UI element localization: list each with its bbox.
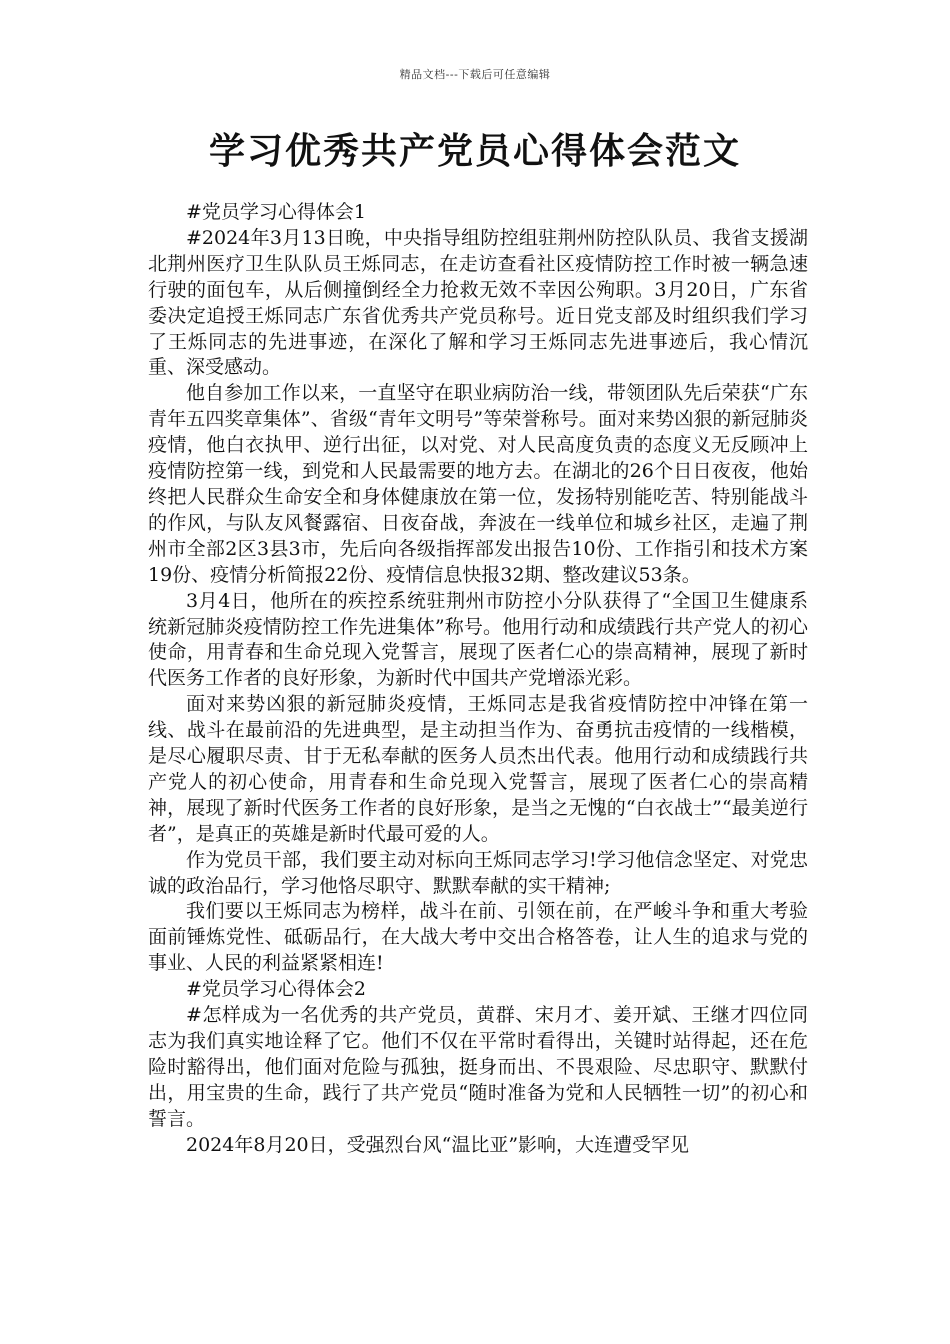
page-title: 学习优秀共产党员心得体会范文	[208, 130, 741, 172]
paragraph: 3月4日，他所在的疾控系统驻荆州市防控小分队获得了“全国卫生健康系统新冠肺炎疫情防控工作先进集体”称号。他用行动和成绩践行共产党人的初心使命，用青春和生命兑现入党誓言，展现了医者仁心的崇高精神，展现了新时代医务工作者的良好形象，为新时代中国共产党增添光彩。	[148, 589, 808, 690]
section-heading: #党员学习心得体会2	[186, 978, 367, 1001]
paragraph: #2024年3月13日晚，中央指导组防控组驻荆州防控队队员、我省支援湖北荆州医疗卫生队队员王烁同志，在走访查看社区疫情防控工作时被一辆急速行驶的面包车，从后侧撞倒经全力抢救无效不幸因公殉职。3月20日，广东省委决定追授王烁同志广东省优秀共产党员称号。近日党支部及时组织我们学习了王烁同志的先进事迹，在深化了解和学习王烁同志先进事迹后，我心情沉重、深受感动。	[148, 226, 808, 379]
paragraph: #怎样成为一名优秀的共产党员，黄群、宋月才、姜开斌、王继才四位同志为我们真实地诠释了它。他们不仅在平常时看得出，关键时站得起，还在危险时豁得出，他们面对危险与孤独，挺身而出、不畏艰险、尽忠职守、默默付出，用宝贵的生命，践行了共产党员“随时准备为党和人民牺牲一切”的初心和誓言。	[148, 1004, 808, 1130]
paragraph: 2024年8月20日，受强烈台风“温比亚”影响，大连遭受罕见	[186, 1133, 690, 1156]
document-body	[148, 200, 808, 1159]
paragraph: 他自参加工作以来，一直坚守在职业病防治一线，带领团队先后荣获“广东青年五四奖章集体”、省级“青年文明号”等荣誉称号。面对来势凶狠的新冠肺炎疫情，他白衣执甲、逆行出征，以对党、对人民高度负责的态度义无反顾冲上疫情防控第一线，到党和人民最需要的地方去。在湖北的26个日日夜夜，他始终把人民群众生命安全和身体健康放在第一位，发扬特别能吃苦、特别能战斗的作风，与队友风餐露宿、日夜奋战，奔波在一线单位和城乡社区，走遍了荆州市全部2区3县3市，先后向各级指挥部发出报告10份、工作指引和技术方案19份、疫情分析简报22份、疫情信息快报32期、整改建议53条。	[148, 382, 808, 586]
section-heading: #党员学习心得体会1	[186, 201, 367, 223]
paragraph: 我们要以王烁同志为榜样，战斗在前、引领在前，在严峻斗争和重大考验面前锤炼党性、砥砺品行，在大战大考中交出合格答卷，让人生的追求与党的事业、人民的利益紧紧相连!	[148, 900, 808, 975]
paragraph: 面对来势凶狠的新冠肺炎疫情，王烁同志是我省疫情防控中冲锋在第一线、战斗在最前沿的先进典型，是主动担当作为、奋勇抗击疫情的一线楷模，是尽心履职尽责、甘于无私奉献的医务人员杰出代表。他用行动和成绩践行共产党人的初心使命，用青春和生命兑现入党誓言，展现了医者仁心的崇高精神，展现了新时代医务工作者的良好形象，是当之无愧的“白衣战士”“最美逆行者”，是真正的英雄是新时代最可爱的人。	[148, 693, 808, 845]
header-note: 精品文档---下载后可任意编辑	[399, 68, 551, 81]
paragraph: 作为党员干部，我们要主动对标向王烁同志学习!学习他信念坚定、对党忠诚的政治品行，学习他恪尽职守、默默奉献的实干精神;	[148, 848, 808, 897]
